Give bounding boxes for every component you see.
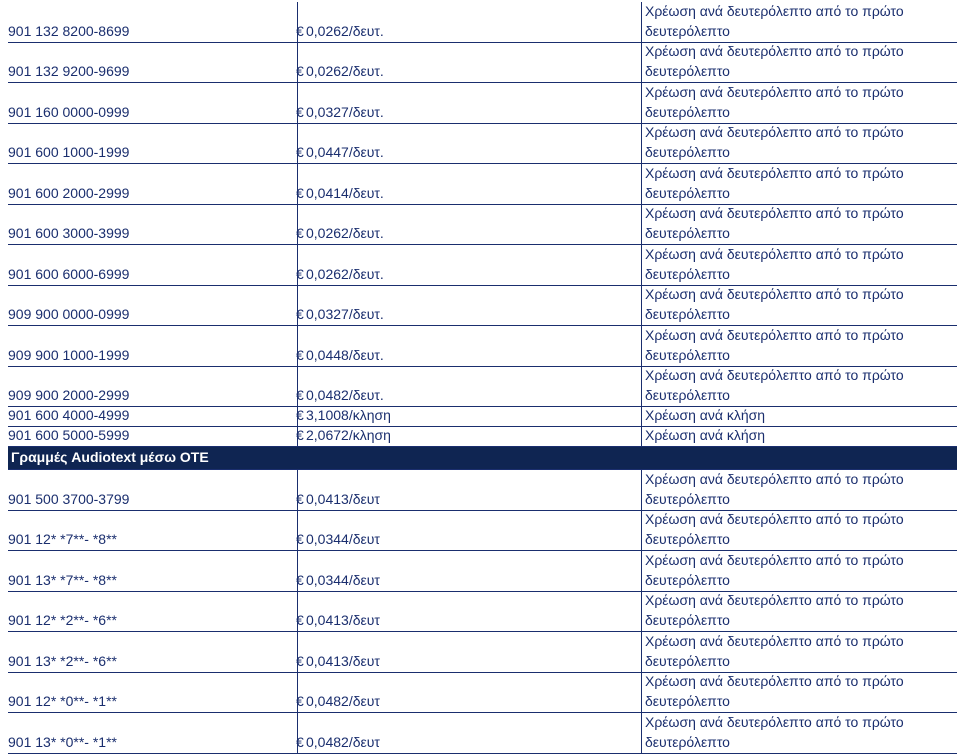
table-row (8, 83, 957, 124)
price-value: 0,0262/δευτ. (306, 265, 384, 282)
section-header-label: Γραμμές Audiotext μέσω ΟΤΕ (11, 449, 209, 465)
number-range: 901 600 5000-5999 (8, 427, 130, 443)
euro-icon: € (296, 612, 304, 628)
charging-note: Χρέωση ανά δευτερόλεπτο από το πρώτο δευτερόλεπτο (645, 326, 904, 363)
euro-icon: € (296, 103, 304, 120)
price-cell (296, 653, 380, 670)
charging-note: Χρέωση ανά δευτερόλεπτο από το πρώτο δευτερόλεπτο (645, 205, 904, 241)
price-cell (296, 185, 384, 202)
number-range: 909 900 0000-0999 (8, 306, 130, 322)
column-divider (641, 124, 642, 164)
euro-icon: € (296, 571, 304, 588)
price-value: 0,0413/δευτ (306, 652, 380, 669)
price-cell (296, 407, 391, 424)
euro-icon: € (296, 652, 304, 669)
number-range: 901 12* *2**- *6** (8, 612, 117, 628)
price-value: 0,0327/δευτ. (306, 306, 384, 322)
charging-note: Χρέωση ανά δευτερόλεπτο από το πρώτο δευτερόλεπτο (645, 164, 904, 201)
charging-note: Χρέωση ανά δευτερόλεπτο από το πρώτο δευτερόλεπτο (645, 83, 904, 120)
charging-note: Χρέωση ανά δευτερόλεπτο από το πρώτο δευτερόλεπτο (645, 2, 904, 39)
table-row (8, 2, 957, 43)
price-cell (296, 144, 384, 161)
euro-icon: € (296, 63, 304, 79)
euro-icon: € (296, 693, 304, 709)
euro-icon: € (296, 387, 304, 403)
price-value: 0,0262/δευτ. (306, 225, 384, 241)
euro-icon: € (296, 490, 304, 507)
table-row (8, 673, 957, 714)
price-value: 0,0448/δευτ. (306, 346, 384, 363)
price-cell (296, 347, 384, 364)
price-cell (296, 225, 384, 242)
price-cell (296, 531, 380, 548)
column-divider (641, 367, 642, 407)
column-divider (641, 551, 642, 591)
price-cell (296, 612, 380, 629)
charging-note: Χρέωση ανά δευτερόλεπτο από το πρώτο δευτερόλεπτο (645, 632, 904, 669)
price-value: 0,0262/δευτ. (306, 63, 384, 79)
charging-note: Χρέωση ανά δευτερόλεπτο από το πρώτο δευτερόλεπτο (645, 286, 904, 322)
column-divider (641, 245, 642, 285)
number-range: 901 132 9200-9699 (8, 63, 130, 79)
charging-note: Χρέωση ανά δευτερόλεπτο από το πρώτο δευτερόλεπτο (645, 367, 904, 403)
price-value: 0,0482/δευτ (306, 733, 380, 750)
number-range: 901 600 2000-2999 (8, 184, 130, 201)
table-row (8, 632, 957, 673)
euro-icon: € (296, 144, 304, 160)
price-value: 0,0327/δευτ. (306, 103, 384, 120)
charging-note: Χρέωση ανά δευτερόλεπτο από το πρώτο δευτερόλεπτο (645, 43, 904, 79)
charging-note: Χρέωση ανά δευτερόλεπτο από το πρώτο δευτερόλεπτο (645, 124, 904, 160)
charging-note: Χρέωση ανά κλήση (645, 427, 766, 443)
tariff-group-per-second (8, 2, 957, 407)
charging-note: Χρέωση ανά δευτερόλεπτο από το πρώτο δευτερόλεπτο (645, 470, 904, 507)
column-divider (641, 43, 642, 83)
table-row (8, 43, 957, 84)
price-cell (296, 491, 380, 508)
table-row (8, 551, 957, 592)
price-cell (296, 572, 380, 589)
column-divider (641, 511, 642, 551)
tariff-group-audiotext (8, 470, 957, 754)
table-row (8, 164, 957, 205)
tariff-table (8, 2, 957, 754)
price-cell (296, 306, 384, 323)
euro-icon: € (296, 407, 304, 423)
table-row (8, 367, 957, 408)
column-divider (641, 164, 642, 204)
charging-note: Χρέωση ανά δευτερόλεπτο από το πρώτο δευτερόλεπτο (645, 673, 904, 709)
euro-icon: € (296, 346, 304, 363)
number-range: 901 500 3700-3799 (8, 490, 130, 507)
price-value: 0,0482/δευτ. (306, 387, 384, 403)
price-cell (296, 266, 384, 283)
number-range: 901 12* *0**- *1** (8, 693, 117, 709)
price-cell (296, 23, 384, 40)
price-cell (296, 734, 380, 751)
price-value: 0,0262/δευτ. (306, 22, 384, 39)
charging-note: Χρέωση ανά δευτερόλεπτο από το πρώτο δευτερόλεπτο (645, 592, 904, 628)
column-divider (641, 713, 642, 753)
price-cell (296, 693, 380, 710)
euro-icon: € (296, 22, 304, 39)
charging-note: Χρέωση ανά κλήση (645, 407, 766, 423)
column-divider (641, 2, 642, 42)
number-range: 901 600 4000-4999 (8, 407, 130, 423)
price-value: 0,0344/δευτ (306, 571, 380, 588)
number-range: 901 160 0000-0999 (8, 103, 130, 120)
charging-note: Χρέωση ανά δευτερόλεπτο από το πρώτο δευτερόλεπτο (645, 245, 904, 282)
number-range: 901 13* *7**- *8** (8, 571, 117, 588)
charging-note: Χρέωση ανά δευτερόλεπτο από το πρώτο δευτερόλεπτο (645, 551, 904, 588)
number-range: 901 600 1000-1999 (8, 144, 130, 160)
euro-icon: € (296, 265, 304, 282)
table-row (8, 592, 957, 633)
price-cell (296, 427, 391, 444)
column-divider (641, 326, 642, 366)
column-divider (641, 632, 642, 672)
price-value: 0,0413/δευτ (306, 490, 380, 507)
column-divider (641, 286, 642, 326)
column-divider (641, 470, 642, 510)
table-row (8, 407, 957, 427)
price-value: 0,0482/δευτ (306, 693, 380, 709)
table-row (8, 511, 957, 552)
column-divider (641, 205, 642, 245)
column-divider (641, 427, 642, 446)
euro-icon: € (296, 733, 304, 750)
price-cell (296, 63, 384, 80)
euro-icon: € (296, 531, 304, 547)
price-value: 2,0672/κληση (306, 427, 391, 443)
euro-icon: € (296, 427, 304, 443)
price-value: 0,0344/δευτ (306, 531, 380, 547)
price-value: 0,0447/δευτ. (306, 144, 384, 160)
section-header (8, 447, 957, 470)
number-range: 909 900 1000-1999 (8, 346, 130, 363)
table-row (8, 286, 957, 327)
price-value: 0,0413/δευτ (306, 612, 380, 628)
column-divider (641, 673, 642, 713)
number-range: 901 13* *0**- *1** (8, 733, 117, 750)
table-row (8, 470, 957, 511)
number-range: 901 13* *2**- *6** (8, 652, 117, 669)
table-row (8, 205, 957, 246)
table-row (8, 326, 957, 367)
euro-icon: € (296, 225, 304, 241)
number-range: 901 600 3000-3999 (8, 225, 130, 241)
table-row (8, 713, 957, 754)
column-divider (641, 407, 642, 426)
price-cell (296, 387, 384, 404)
number-range: 901 12* *7**- *8** (8, 531, 117, 547)
table-row (8, 245, 957, 286)
euro-icon: € (296, 306, 304, 322)
charging-note: Χρέωση ανά δευτερόλεπτο από το πρώτο δευτερόλεπτο (645, 713, 904, 750)
charging-note: Χρέωση ανά δευτερόλεπτο από το πρώτο δευτερόλεπτο (645, 511, 904, 547)
number-range: 901 600 6000-6999 (8, 265, 130, 282)
price-value: 3,1008/κληση (306, 407, 391, 423)
table-row (8, 427, 957, 447)
euro-icon: € (296, 184, 304, 201)
tariff-group-per-call (8, 407, 957, 447)
number-range: 909 900 2000-2999 (8, 387, 130, 403)
price-cell (296, 104, 384, 121)
column-divider (641, 592, 642, 632)
price-value: 0,0414/δευτ. (306, 184, 384, 201)
column-divider (641, 83, 642, 123)
table-row (8, 124, 957, 165)
number-range: 901 132 8200-8699 (8, 22, 130, 39)
